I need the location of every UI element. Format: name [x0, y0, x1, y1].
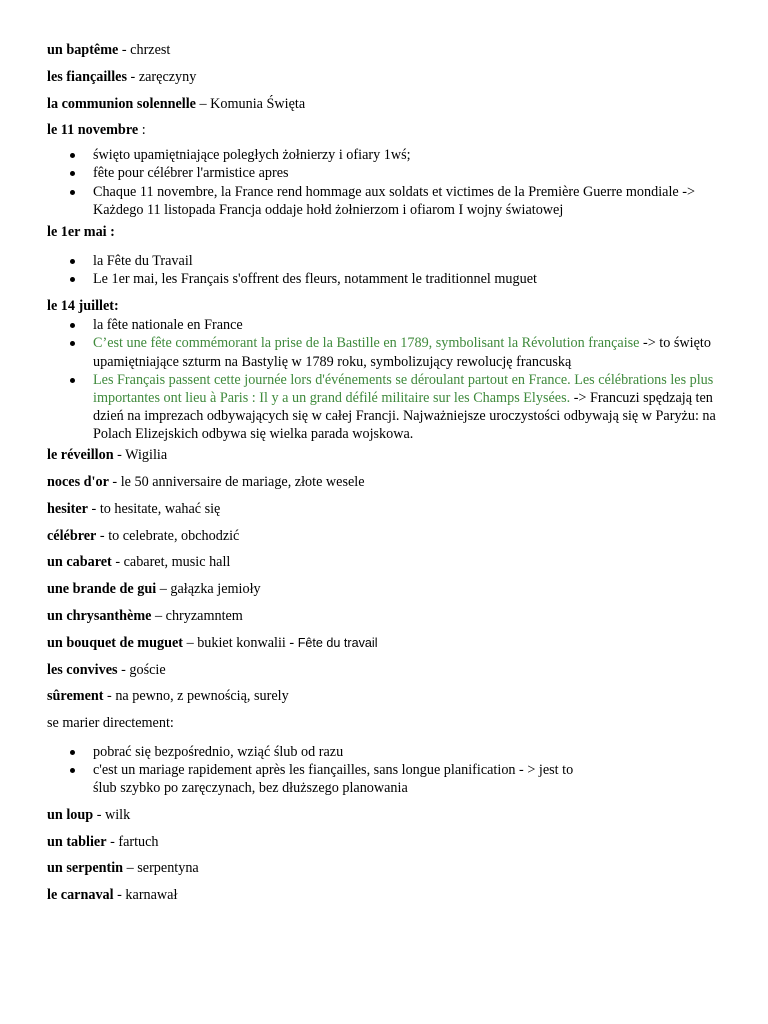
marier-list	[47, 743, 587, 798]
french-text: C’est une fête commémorant la prise de la Bastille en 1789, symbolisant la Révolution française	[93, 335, 640, 352]
translation: goście	[129, 661, 166, 678]
translation: Wigilia	[125, 447, 168, 464]
nov11-list	[47, 146, 737, 219]
translation: to celebrate, obchodzić	[108, 527, 240, 544]
sep: -	[96, 527, 109, 544]
vocab-entry	[47, 527, 737, 545]
sep: -	[127, 68, 139, 85]
sep: -	[103, 688, 116, 705]
translation: serpentyna	[137, 860, 199, 877]
vocab-entry	[47, 886, 737, 904]
term: le carnaval	[47, 887, 114, 904]
vocab-entry	[47, 500, 737, 518]
term: célébrer	[47, 527, 97, 544]
sep: -	[111, 554, 124, 571]
list-item: fête pour célébrer l'armistice apres	[47, 164, 737, 182]
vocab-entry	[47, 95, 737, 113]
document-page	[47, 41, 737, 913]
term: la communion solennelle	[47, 95, 196, 112]
term: une brande de gui	[47, 581, 157, 598]
list-item	[47, 371, 737, 444]
jul14-list	[47, 316, 737, 443]
translation: zaręczyny	[138, 68, 197, 85]
vocab-entry	[47, 473, 737, 491]
section-heading-nov11	[47, 121, 737, 139]
term: un bouquet de muguet	[47, 634, 184, 651]
sep: -	[113, 887, 126, 904]
sep: -	[117, 661, 130, 678]
translation: chryzamntem	[165, 607, 243, 624]
term: hesiter	[47, 500, 88, 517]
list-item	[47, 334, 737, 370]
sep: -	[93, 806, 105, 823]
section-heading-may1	[47, 223, 737, 241]
vocab-entry	[47, 833, 737, 851]
translation: Komunia Święta	[210, 95, 306, 112]
sep: -	[113, 447, 126, 464]
may1-list	[47, 252, 737, 288]
translation: fartuch	[118, 833, 159, 850]
list-item: Chaque 11 novembre, la France rend hommage aux soldats et victimes de la Première Guerre mondiale -> Każdego 11 listopada Francja oddaje hołd żołnierzom i ofiarom I wojny światowej	[47, 183, 737, 219]
translation: bukiet konwalii -	[197, 634, 298, 651]
sep: -	[118, 42, 131, 58]
sep: -	[108, 474, 121, 490]
translation: cabaret, music hall	[123, 554, 231, 571]
vocab-entry	[47, 859, 737, 877]
vocab-entry	[47, 41, 737, 59]
list-item-text: la fête nationale en France	[93, 317, 243, 334]
term: un baptême	[47, 42, 119, 58]
list-item: c'est un mariage rapidement après les fiançailles, sans longue planification - > jest to ślub szybko po zaręczynach, bez dłuższego planowania	[47, 761, 587, 797]
note: Fête du travail	[297, 635, 378, 650]
translation: le 50 anniversaire de mariage, złote wesele	[120, 474, 365, 490]
term: un tablier	[47, 833, 107, 850]
term: le 1er mai :	[47, 224, 115, 241]
polish-text: -> to święto upamiętniające szturm na Bastylię w 1789 roku, symbolizujący rewolucję francuską	[93, 335, 711, 370]
sep: :	[138, 122, 146, 139]
list-item: pobrać się bezpośrednio, wziąć ślub od razu	[47, 743, 587, 761]
list-item	[47, 316, 737, 334]
sep: –	[156, 581, 171, 598]
french-text: Les Français passent cette journée lors d'événements se déroulant partout en France. Les célébrations les plus importantes ont lieu à Paris : Il y a un grand défilé militaire sur les Champs Elysées.	[93, 371, 714, 406]
translation: na pewno, z pewnością, surely	[115, 688, 289, 705]
vocab-entry	[47, 607, 737, 625]
vocab-entry	[47, 553, 737, 571]
vocab-entry-muguet	[47, 634, 737, 652]
section-heading-marier: se marier directement:	[47, 715, 174, 732]
sep: -	[87, 500, 100, 517]
term: les convives	[47, 661, 118, 678]
vocab-entry	[47, 806, 737, 824]
sep: –	[123, 860, 138, 877]
vocab-entry	[47, 446, 737, 464]
sep: –	[183, 634, 198, 651]
term: un serpentin	[47, 860, 124, 877]
translation: to hesitate, wahać się	[99, 500, 221, 517]
term: le 11 novembre	[47, 122, 139, 139]
list-item: la Fête du Travail	[47, 252, 737, 270]
term: le 14 juillet:	[47, 297, 119, 314]
translation: wilk	[104, 806, 131, 823]
sep: -	[106, 833, 119, 850]
section-heading-jul14	[47, 297, 737, 315]
term: un loup	[47, 806, 94, 823]
translation: chrzest	[130, 42, 171, 58]
translation: gałązka jemioły	[170, 581, 261, 598]
vocab-entry	[47, 661, 737, 679]
term: un cabaret	[47, 554, 112, 571]
list-item: Le 1er mai, les Français s'offrent des fleurs, notamment le traditionnel muguet	[47, 270, 737, 288]
vocab-entry	[47, 580, 737, 598]
polish-text: -> Francuzi spędzają ten dzień na imprezach odbywających się w całej Francji. Najważniejsze uroczystości odbywają się w Paryżu: na Polach Elizejskich odbywa się wielka parada wojskowa.	[93, 390, 716, 443]
vocab-entry	[47, 687, 737, 705]
sep: –	[195, 95, 211, 112]
translation: karnawał	[125, 887, 178, 904]
term: noces d'or	[47, 474, 109, 490]
list-item: święto upamiętniające poległych żołnierzy i ofiary 1wś;	[47, 146, 737, 164]
term: un chrysanthème	[47, 607, 152, 624]
term: le réveillon	[47, 447, 114, 464]
term: les fiançailles	[47, 68, 127, 85]
vocab-entry	[47, 68, 737, 86]
term: sûrement	[47, 688, 104, 705]
sep: –	[151, 607, 166, 624]
